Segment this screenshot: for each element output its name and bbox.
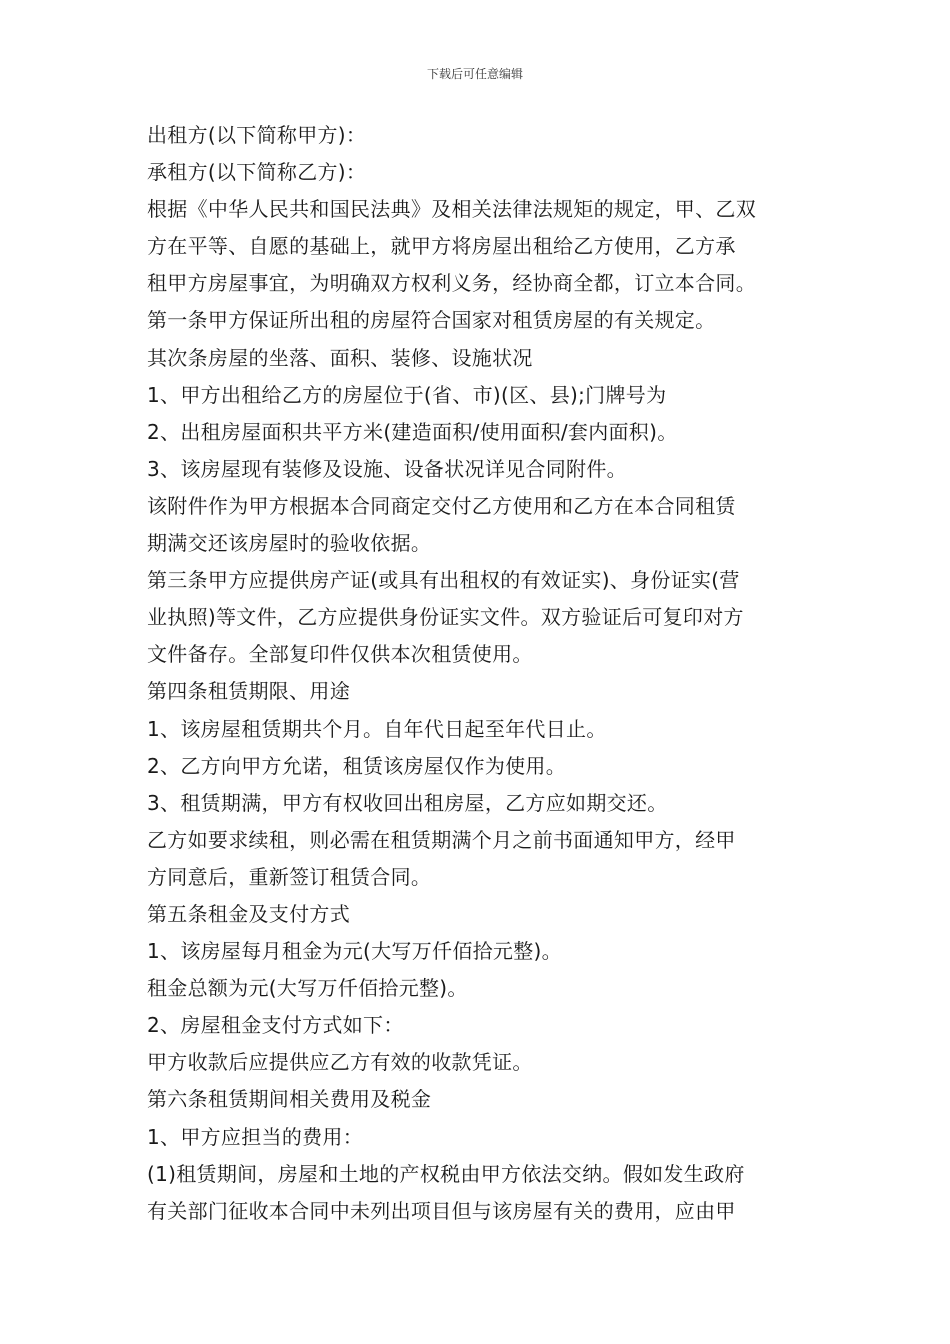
article-1-heading: 第一条甲方保证所出租的房屋符合国家对租赁房屋的有关规定。 <box>147 308 716 333</box>
clause-line: 3、租赁期满，甲方有权收回出租房屋，乙方应如期交还。 <box>147 790 668 815</box>
page-header: 下载后可任意编辑 <box>426 67 523 81</box>
document-body <box>147 117 807 1230</box>
article-4-heading: 第四条租赁期限、用途 <box>147 679 350 704</box>
article-3-line: 第三条甲方应提供房产证(或具有出租权的有效证实)、身份证实(营 <box>147 568 740 593</box>
clause-line: 2、出租房屋面积共平方米(建造面积/使用面积/套内面积)。 <box>147 419 678 444</box>
preamble-line: 方在平等、自愿的基础上，就甲方将房屋出租给乙方使用，乙方承 <box>147 234 736 259</box>
preamble-line: 租甲方房屋事宜，为明确双方权利义务，经协商全都，订立本合同。 <box>147 271 756 296</box>
clause-line: 1、该房屋每月租金为元(大写万仟佰拾元整)。 <box>147 939 562 964</box>
clause-line: 3、该房屋现有装修及设施、设备状况详见合同附件。 <box>147 456 627 481</box>
subclause-line: (1)租赁期间，房屋和土地的产权税由甲方依法交纳。假如发生政府 <box>147 1161 745 1186</box>
article-3-line: 业执照)等文件，乙方应提供身份证实文件。双方验证后可复印对方 <box>147 605 744 630</box>
subclause-line: 有关部门征收本合同中未列出项目但与该房屋有关的费用，应由甲 <box>147 1198 736 1223</box>
clause-line: 2、乙方向甲方允诺，租赁该房屋仅作为使用。 <box>147 753 567 778</box>
article-5-heading: 第五条租金及支付方式 <box>147 901 350 926</box>
paragraph-line: 乙方如要求续租，则必需在租赁期满个月之前书面通知甲方，经甲 <box>147 827 736 852</box>
article-3-line: 文件备存。全部复印件仅供本次租赁使用。 <box>147 642 533 667</box>
lessor-line: 出租方(以下简称甲方)： <box>147 123 367 147</box>
paragraph-line: 该附件作为甲方根据本合同商定交付乙方使用和乙方在本合同租赁 <box>147 493 736 518</box>
preamble-line: 根据《中华人民共和国民法典》及相关法律法规矩的规定，甲、乙双 <box>147 197 756 222</box>
lessee-line: 承租方(以下简称乙方)： <box>147 160 367 185</box>
article-2-heading: 其次条房屋的坐落、面积、装修、设施状况 <box>147 345 533 370</box>
clause-line: 1、该房屋租赁期共个月。自年代日起至年代日止。 <box>147 716 607 741</box>
paragraph-line: 方同意后，重新签订租赁合同。 <box>147 864 432 889</box>
clause-line: 2、房屋租金支付方式如下： <box>147 1013 404 1038</box>
paragraph-line: 租金总额为元(大写万仟佰拾元整)。 <box>147 976 468 1001</box>
paragraph-line: 甲方收款后应提供应乙方有效的收款凭证。 <box>147 1050 533 1075</box>
clause-line: 1、甲方出租给乙方的房屋位于(省、市)(区、县);门牌号为 <box>147 382 667 407</box>
article-6-heading: 第六条租赁期间相关费用及税金 <box>147 1087 432 1112</box>
clause-line: 1、甲方应担当的费用： <box>147 1124 364 1149</box>
paragraph-line: 期满交还该房屋时的验收依据。 <box>147 531 432 556</box>
